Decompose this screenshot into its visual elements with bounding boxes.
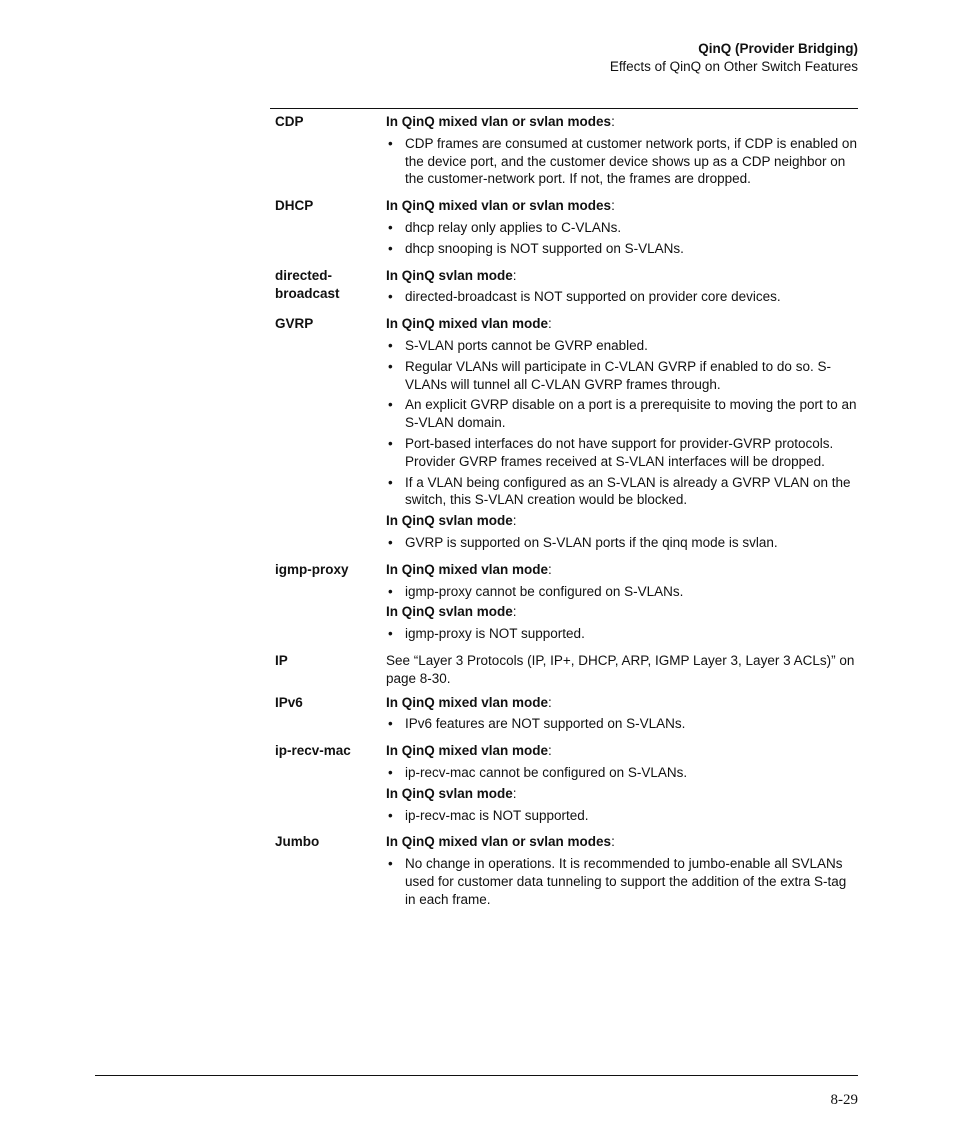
mode-label: In QinQ mixed vlan or svlan modes: [386, 114, 612, 129]
mode-heading: In QinQ mixed vlan mode:: [386, 743, 552, 759]
feature-name: directed- broadcast: [275, 267, 340, 301]
mode-heading: In QinQ svlan mode:: [386, 513, 517, 529]
feature-name: IP: [275, 652, 288, 668]
table-row: [270, 555, 858, 646]
mode-heading: In QinQ mixed vlan or svlan modes:: [386, 834, 615, 850]
mode-block: [386, 512, 858, 552]
mode-block: [386, 833, 858, 908]
mode-heading: In QinQ mixed vlan mode:: [386, 316, 552, 332]
mode-heading: In QinQ mixed vlan or svlan modes:: [386, 114, 615, 129]
feature-description: [386, 113, 858, 191]
feature-name: ip-recv-mac: [275, 743, 351, 759]
mode-block: [386, 267, 858, 307]
list-item: • Regular VLANs will participate in C-VLAN GVRP if enabled to do so. S-VLANs will tunnel all C-VLAN GVRP frames through.: [386, 358, 858, 394]
mode-label: In QinQ mixed vlan or svlan modes: [386, 834, 612, 850]
feature-description: [386, 315, 858, 555]
mode-block: [386, 785, 858, 825]
list-item: • dhcp relay only applies to C-VLANs.: [386, 219, 858, 237]
mode-heading: In QinQ svlan mode:: [386, 604, 517, 620]
table-row: [270, 261, 858, 310]
mode-heading: In QinQ mixed vlan mode:: [386, 694, 552, 710]
mode-block: [386, 561, 858, 601]
list-item: • Port-based interfaces do not have support for provider-GVRP protocols. Provider GVRP frames received at S-VLAN interfaces will be dropped.: [386, 435, 858, 471]
table-row: [270, 646, 858, 688]
mode-block: [386, 315, 858, 509]
page-number: 8-29: [830, 1092, 858, 1108]
bullet-list: [386, 337, 858, 509]
header-subtitle: Effects of QinQ on Other Switch Features: [609, 59, 858, 74]
feature-description: [386, 652, 858, 688]
feature-name: GVRP: [275, 316, 314, 332]
list-item: • igmp-proxy cannot be configured on S-VLANs.: [386, 583, 858, 601]
mode-block: [386, 603, 858, 643]
feature-description: [386, 833, 858, 911]
header-title: QinQ (Provider Bridging): [698, 41, 858, 56]
list-item: • An explicit GVRP disable on a port is a prerequisite to moving the port to an S-VLAN domain.: [386, 396, 858, 432]
bullet-list: [386, 583, 858, 601]
bullet-list: [386, 807, 858, 825]
bullet-list: [386, 855, 858, 908]
mode-label: In QinQ svlan mode: [386, 513, 513, 529]
bullet-list: [386, 288, 858, 306]
table-row: [270, 309, 858, 555]
feature-table: [270, 108, 858, 911]
running-header: [610, 40, 858, 76]
mode-block: [386, 742, 858, 782]
mode-block: [386, 197, 858, 257]
mode-label: In QinQ mixed vlan or svlan modes: [386, 198, 612, 214]
table-row: [270, 191, 858, 260]
mode-label: In QinQ svlan mode: [386, 604, 513, 620]
list-item: • GVRP is supported on S-VLAN ports if the qinq mode is svlan.: [386, 534, 858, 552]
feature-description: [386, 561, 858, 646]
list-item: • ip-recv-mac cannot be configured on S-VLANs.: [386, 764, 858, 782]
bullet-list: [386, 625, 858, 643]
mode-label: In QinQ svlan mode: [386, 785, 513, 801]
mode-label: In QinQ svlan mode: [386, 267, 513, 283]
mode-heading: In QinQ mixed vlan mode:: [386, 561, 552, 577]
mode-label: In QinQ mixed vlan mode: [386, 561, 549, 577]
list-item: • S-VLAN ports cannot be GVRP enabled.: [386, 337, 858, 355]
list-item: • CDP frames are consumed at customer network ports, if CDP is enabled on the device port, and the customer device shows up as a CDP neighbor on the customer-network port. If not, the frames are dropped.: [386, 135, 858, 188]
table-row: [270, 827, 858, 911]
mode-label: In QinQ mixed vlan mode: [386, 316, 549, 332]
mode-heading: In QinQ mixed vlan or svlan modes:: [386, 198, 615, 214]
mode-heading: In QinQ svlan mode:: [386, 785, 517, 801]
bullet-list: [386, 534, 858, 552]
feature-name: IPv6: [275, 694, 303, 710]
table-row: [270, 688, 858, 737]
mode-label: In QinQ mixed vlan mode: [386, 743, 549, 759]
feature-name: DHCP: [275, 198, 314, 214]
description-text: See “Layer 3 Protocols (IP, IP+, DHCP, ARP, IGMP Layer 3, Layer 3 ACLs)” on page 8-30.: [386, 652, 855, 686]
mode-heading: In QinQ svlan mode:: [386, 267, 517, 283]
bullet-list: [386, 219, 858, 258]
mode-block: [386, 113, 858, 188]
list-item: • dhcp snooping is NOT supported on S-VLANs.: [386, 240, 858, 258]
table-row: [270, 736, 858, 827]
bullet-list: [386, 135, 858, 188]
bullet-list: [386, 764, 858, 782]
bullet-list: [386, 715, 858, 733]
feature-description: [386, 742, 858, 827]
feature-name: CDP: [275, 114, 304, 129]
feature-name: Jumbo: [275, 834, 320, 850]
list-item: • igmp-proxy is NOT supported.: [386, 625, 858, 643]
list-item: • IPv6 features are NOT supported on S-VLANs.: [386, 715, 858, 733]
mode-label: In QinQ mixed vlan mode: [386, 694, 549, 710]
list-item: • If a VLAN being configured as an S-VLAN is already a GVRP VLAN on the switch, this S-VLAN creation would be blocked.: [386, 474, 858, 510]
feature-description: [386, 267, 858, 310]
table-row: [270, 109, 858, 191]
list-item: • No change in operations. It is recommended to jumbo-enable all SVLANs used for customer data tunneling to support the addition of the extra S-tag in each frame.: [386, 855, 858, 908]
feature-description: [386, 197, 858, 260]
footer-rule: [95, 1075, 858, 1076]
list-item: • directed-broadcast is NOT supported on provider core devices.: [386, 288, 858, 306]
mode-block: [386, 694, 858, 734]
feature-name: igmp-proxy: [275, 561, 349, 577]
list-item: • ip-recv-mac is NOT supported.: [386, 807, 858, 825]
feature-description: [386, 694, 858, 737]
